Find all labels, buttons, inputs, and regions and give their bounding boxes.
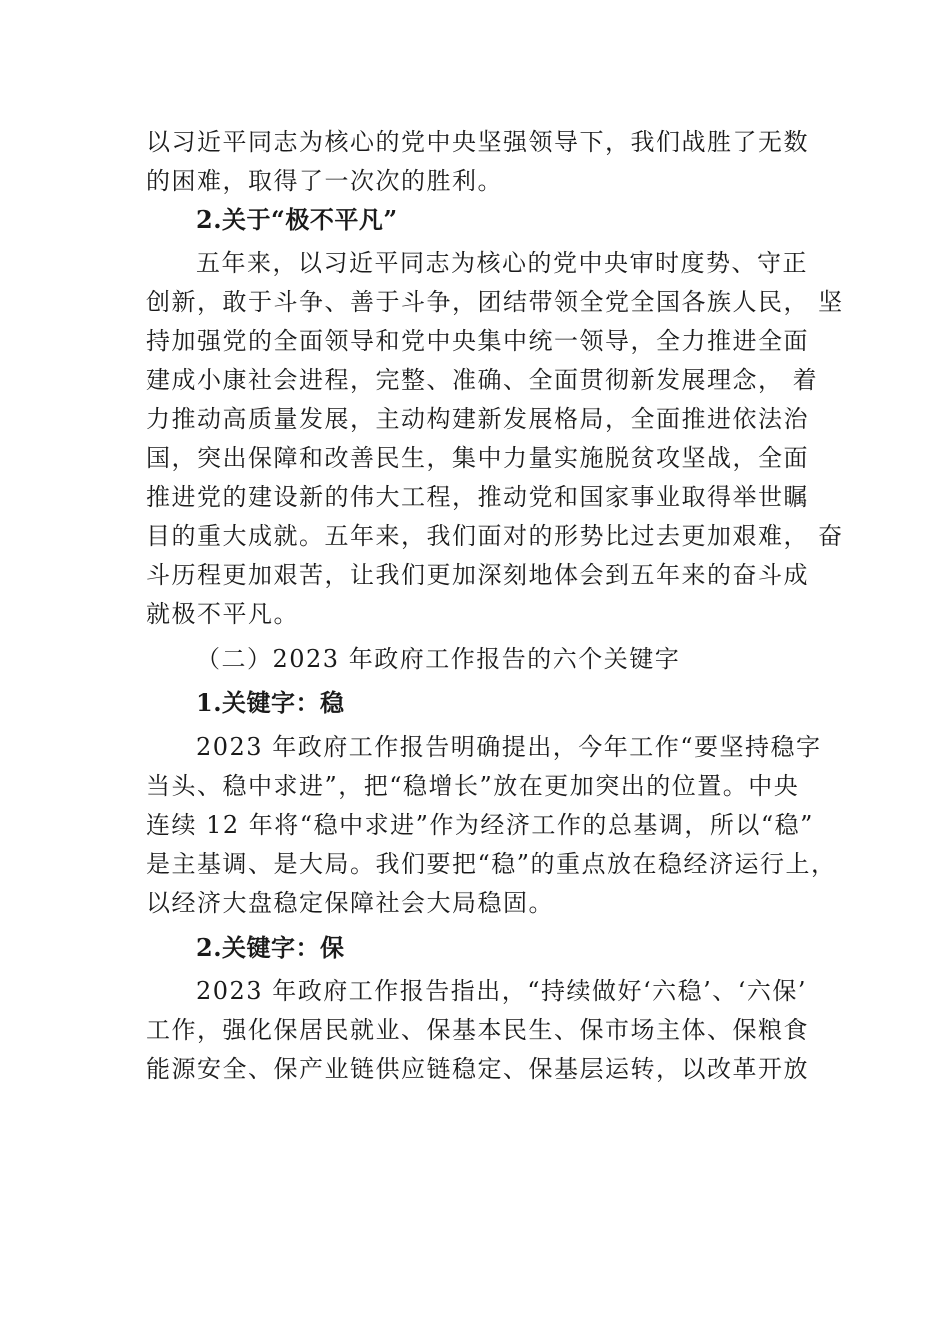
body-text-line: 力推动高质量发展，主动构建新发展格局，全面推进依法治 bbox=[146, 405, 809, 433]
body-text-line: 的困难，取得了一次次的胜利。 bbox=[146, 167, 503, 195]
body-text-line: 斗历程更加艰苦，让我们更加深刻地体会到五年来的奋斗成 bbox=[146, 561, 809, 589]
body-text-line: 以经济大盘稳定保障社会大局稳固。 bbox=[146, 889, 554, 917]
section-title: （二）2023 年政府工作报告的六个关键字 bbox=[196, 645, 681, 673]
body-text-line: 五年来，以习近平同志为核心的党中央审时度势、守正 bbox=[196, 249, 808, 277]
body-text-line: 以习近平同志为核心的党中央坚强领导下，我们战胜了无数 bbox=[146, 128, 809, 156]
body-text-line: 就极不平凡。 bbox=[146, 600, 299, 628]
body-text-line: 创新，敢于斗争、善于斗争，团结带领全党全国各族人民， 坚 bbox=[146, 288, 844, 316]
body-text-line: 工作，强化保居民就业、保基本民生、保市场主体、保粮食 bbox=[146, 1016, 809, 1044]
body-text-line: 目的重大成就。五年来，我们面对的形势比过去更加艰难， 奋 bbox=[146, 522, 844, 550]
body-text-line: 建成小康社会进程，完整、准确、全面贯彻新发展理念， 着 bbox=[146, 366, 819, 394]
body-text-line: 连续 12 年将“稳中求进”作为经济工作的总基调，所以“稳” bbox=[146, 811, 814, 839]
body-text-line: 能源安全、保产业链供应链稳定、保基层运转，以改革开放 bbox=[146, 1055, 809, 1083]
heading-extraordinary: 2.关于“极不平凡” bbox=[196, 205, 398, 234]
body-text-line: 当头、稳中求进”，把“稳增长”放在更加突出的位置。中央 bbox=[146, 772, 800, 800]
body-text-line: 是主基调、是大局。我们要把“稳”的重点放在稳经济运行上， bbox=[146, 850, 837, 878]
body-text-line: 2023 年政府工作报告指出，“持续做好‘六稳’、‘六保’ bbox=[196, 977, 807, 1005]
body-text-line: 持加强党的全面领导和党中央集中统一领导，全力推进全面 bbox=[146, 327, 809, 355]
body-text-line: 推进党的建设新的伟大工程，推动党和国家事业取得举世瞩 bbox=[146, 483, 809, 511]
heading-keyword-protect: 2.关键字：保 bbox=[196, 933, 345, 962]
body-text-line: 国，突出保障和改善民生，集中力量实施脱贫攻坚战，全面 bbox=[146, 444, 809, 472]
heading-keyword-stable: 1.关键字：稳 bbox=[196, 688, 345, 717]
body-text-line: 2023 年政府工作报告明确提出，今年工作“要坚持稳字 bbox=[196, 733, 822, 761]
